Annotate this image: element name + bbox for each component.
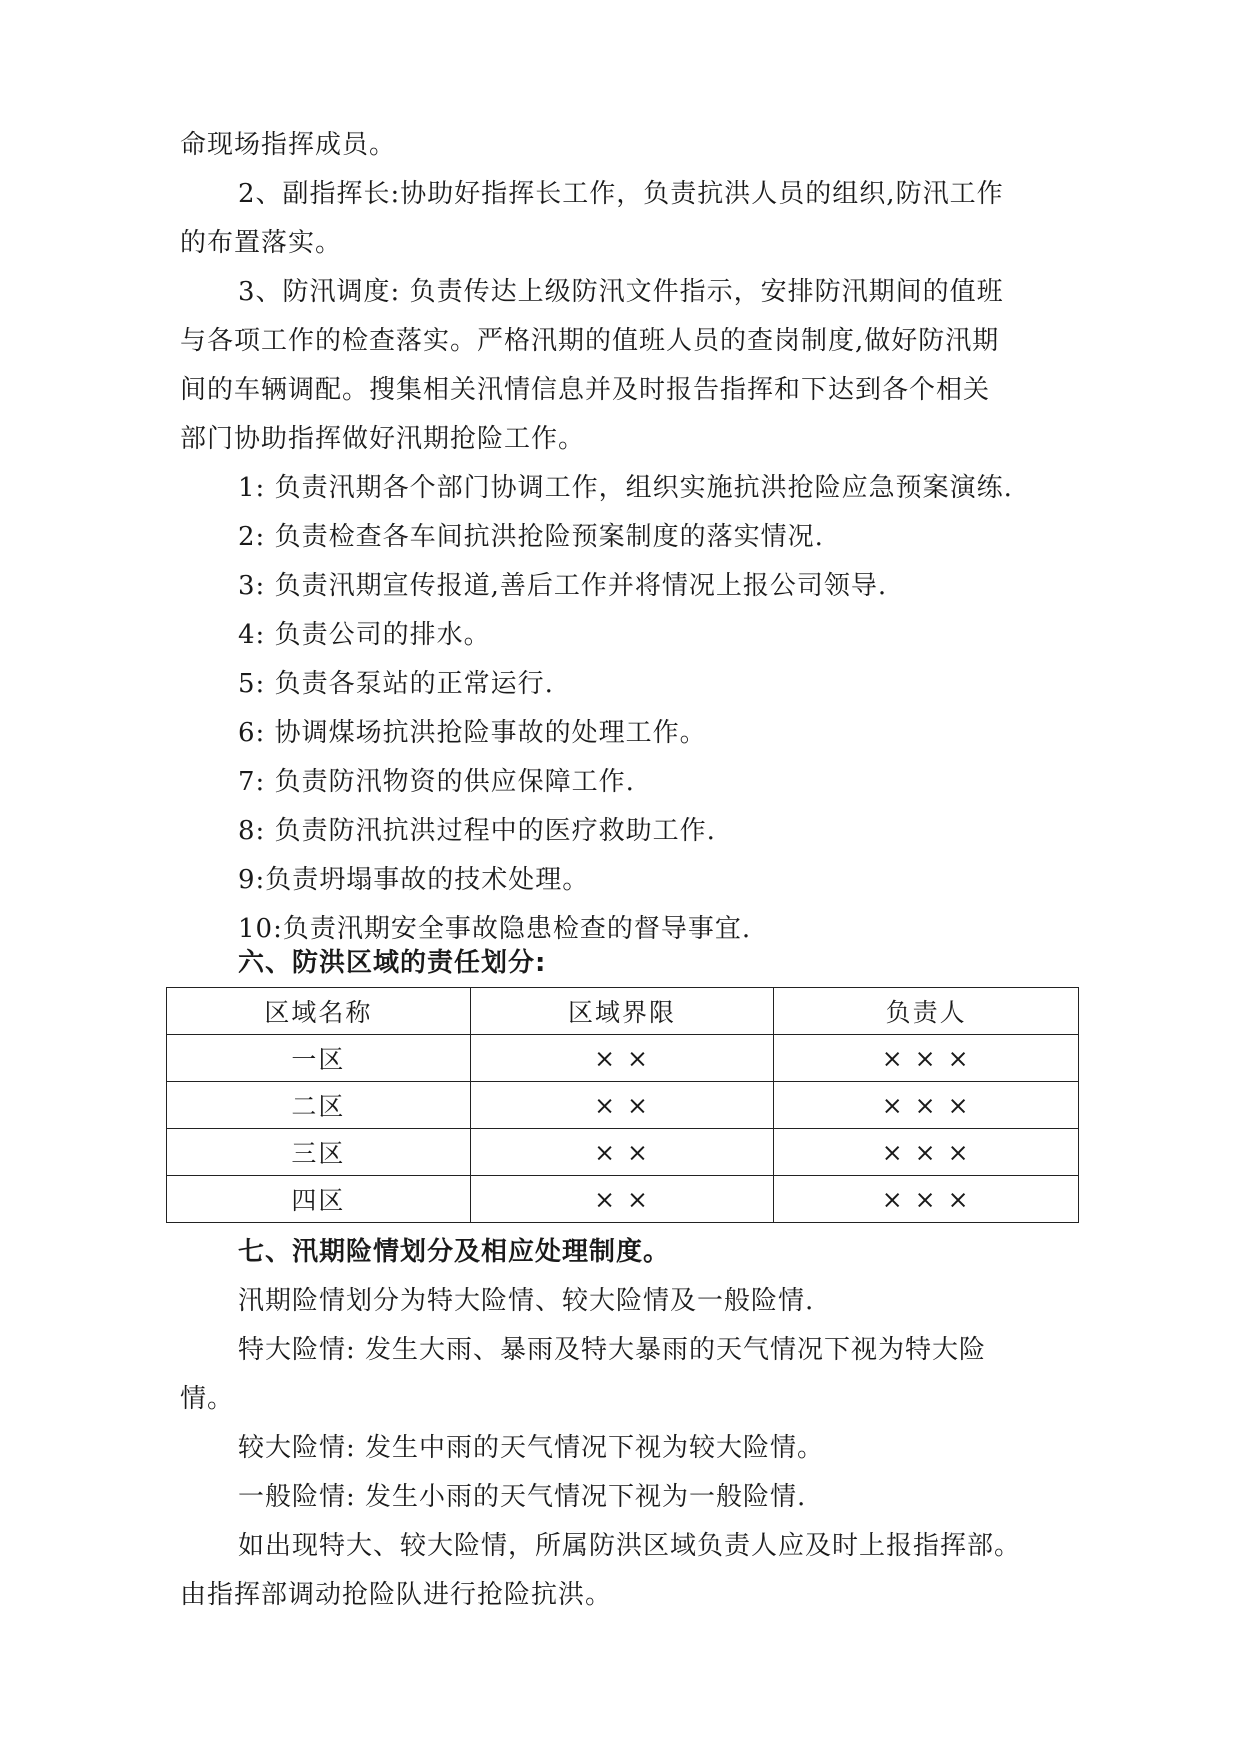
- text-line: 6: 协调煤场抗洪抢险事故的处理工作。: [238, 718, 707, 748]
- duties-text-block: [180, 121, 1070, 954]
- text-line: 3、防汛调度: 负责传达上级防汛文件指示，安排防汛期间的值班: [238, 277, 1004, 307]
- table-row: [167, 1176, 1079, 1223]
- text-line: 汛期险情划分为特大险情、较大险情及一般险情.: [238, 1286, 815, 1316]
- text-line: 3: 负责汛期宣传报道,善后工作并将情况上报公司领导.: [238, 571, 888, 601]
- table-cell: 三区: [167, 1129, 471, 1176]
- text-line: 一般险情: 发生小雨的天气情况下视为一般险情.: [238, 1482, 807, 1512]
- text-line: 4: 负责公司的排水。: [238, 620, 491, 650]
- text-line: 的布置落实。: [180, 228, 343, 258]
- table-cell: 一区: [167, 1035, 471, 1082]
- text-line: 间的车辆调配。搜集相关汛情信息并及时报告指挥和下达到各个相关: [180, 375, 991, 405]
- text-line: 2、副指挥长:协助好指挥长工作，负责抗洪人员的组织,防汛工作: [238, 179, 1004, 209]
- table-header-cell: 负责人: [774, 988, 1079, 1035]
- section-6-title: 六、防洪区域的责任划分:: [238, 948, 547, 978]
- text-line: 8: 负责防汛抗洪过程中的医疗救助工作.: [238, 816, 716, 846]
- zone-table-body: [167, 988, 1079, 1223]
- table-cell: 四区: [167, 1176, 471, 1223]
- table-cell: × ×: [470, 1082, 774, 1129]
- table-header-cell: 区域界限: [470, 988, 774, 1035]
- text-line: 如出现特大、较大险情，所属防洪区域负责人应及时上报指挥部。: [238, 1531, 1022, 1561]
- text-line: 情。: [180, 1384, 235, 1414]
- section-7-title: 七、汛期险情划分及相应处理制度。: [238, 1237, 671, 1267]
- text-line: 与各项工作的检查落实。严格汛期的值班人员的查岗制度,做好防汛期: [180, 326, 1000, 356]
- risk-levels-text-block: [180, 1277, 1070, 1620]
- table-row: [167, 1082, 1079, 1129]
- table-row: [167, 1035, 1079, 1082]
- table-cell: × ×: [470, 1129, 774, 1176]
- table-row: [167, 1129, 1079, 1176]
- text-line: 9:负责坍塌事故的技术处理。: [238, 865, 590, 895]
- table-cell: 二区: [167, 1082, 471, 1129]
- table-cell: × ×: [470, 1176, 774, 1223]
- text-line: 命现场指挥成员。: [180, 130, 397, 160]
- zone-responsibility-table: [166, 987, 1079, 1223]
- text-line: 1: 负责汛期各个部门协调工作，组织实施抗洪抢险应急预案演练.: [238, 473, 1013, 503]
- table-cell: × × ×: [774, 1035, 1079, 1082]
- table-cell: × × ×: [774, 1082, 1079, 1129]
- table-cell: × ×: [470, 1035, 774, 1082]
- table-cell: × × ×: [774, 1176, 1079, 1223]
- text-line: 7: 负责防汛物资的供应保障工作.: [238, 767, 635, 797]
- text-line: 较大险情: 发生中雨的天气情况下视为较大险情。: [238, 1433, 825, 1463]
- section-7-heading-block: [180, 1228, 1070, 1277]
- table-cell: × × ×: [774, 1129, 1079, 1176]
- table-header-cell: 区域名称: [167, 988, 471, 1035]
- text-line: 10:负责汛期安全事故隐患检查的督导事宜.: [238, 914, 752, 944]
- text-line: 2: 负责检查各车间抗洪抢险预案制度的落实情况.: [238, 522, 824, 552]
- text-line: 特大险情: 发生大雨、暴雨及特大暴雨的天气情况下视为特大险: [238, 1335, 987, 1365]
- table-header-row: [167, 988, 1079, 1035]
- text-line: 部门协助指挥做好汛期抢险工作。: [180, 424, 586, 454]
- text-line: 由指挥部调动抢险队进行抢险抗洪。: [180, 1580, 613, 1610]
- section-6-heading-block: [180, 939, 1070, 988]
- text-line: 5: 负责各泵站的正常运行.: [238, 669, 554, 699]
